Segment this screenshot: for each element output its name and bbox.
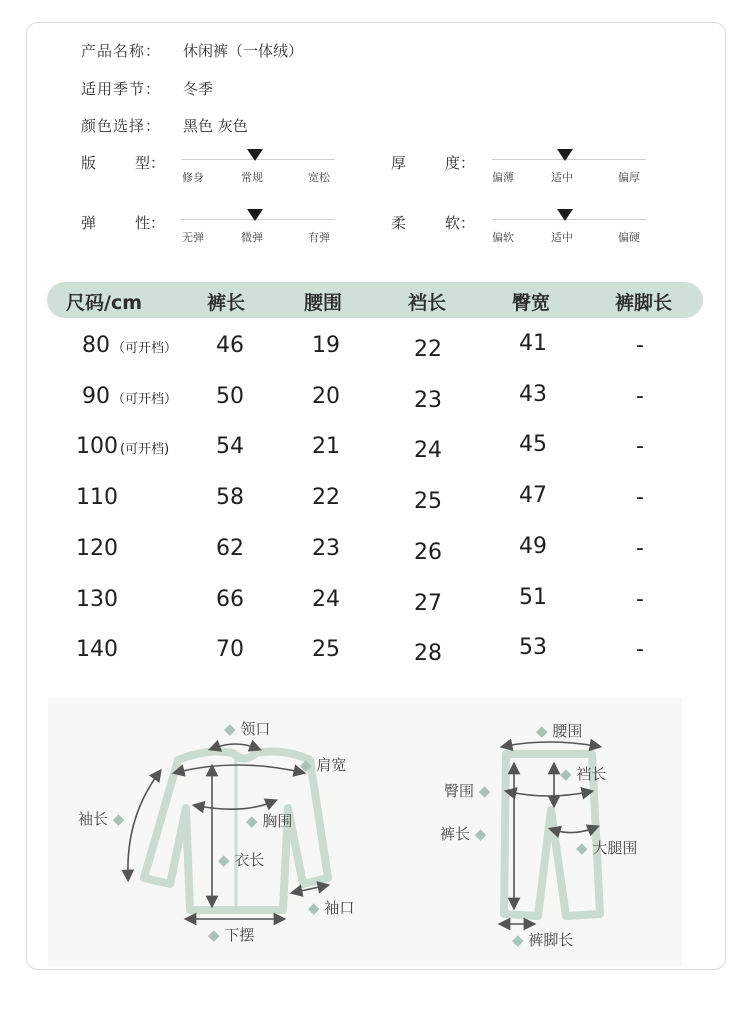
diamond-icon: ◆	[112, 810, 125, 828]
measurement-diagram	[48, 698, 682, 966]
table-cell: 43	[519, 382, 547, 407]
header-crotch: 裆长	[408, 292, 447, 314]
color-label: 颜色选择：	[81, 117, 162, 135]
table-cell: 58	[216, 485, 244, 510]
header-pants-length: 裤长	[207, 292, 246, 314]
thickness-option-2: 适中	[551, 171, 573, 184]
diamond-icon: ◆	[208, 926, 220, 944]
season-row	[81, 78, 213, 99]
product-name-label: 产品名称：	[81, 42, 162, 60]
garment-illustration	[48, 698, 682, 966]
softness-option-2: 适中	[551, 231, 573, 244]
elasticity-selected-marker	[247, 209, 263, 221]
label-length: ◆ 衣长	[218, 851, 265, 869]
thickness-option-3: 偏厚	[618, 171, 640, 184]
table-cell: 21	[312, 434, 340, 459]
table-cell: -	[636, 485, 644, 510]
label-hip: 臀围 ◆	[444, 782, 491, 800]
softness-label-a: 柔	[391, 214, 407, 232]
table-cell: 20	[312, 384, 340, 409]
season-label: 适用季节：	[81, 80, 162, 98]
table-cell: 28	[414, 641, 442, 666]
table-cell: 25	[312, 637, 340, 662]
table-cell: 51	[519, 585, 547, 610]
product-name-row	[81, 40, 303, 61]
thickness-label-a: 厚	[391, 154, 407, 172]
elasticity-option-2: 微弹	[241, 231, 263, 244]
label-chest: ◆ 胸围	[246, 812, 293, 830]
table-cell: 19	[312, 333, 340, 358]
table-cell: 47	[519, 483, 547, 508]
header-leg-opening: 裤脚长	[615, 292, 673, 314]
fit-option-2: 常规	[241, 171, 263, 184]
fit-selected-marker	[247, 149, 263, 161]
diamond-icon: ◆	[478, 782, 491, 800]
label-thigh: ◆ 大腿围	[576, 839, 638, 857]
fit-option-3: 宽松	[308, 171, 330, 184]
diamond-icon: ◆	[300, 756, 312, 774]
size-cell: 90 （可开档）	[82, 384, 178, 409]
table-cell: 62	[216, 536, 244, 561]
label-shoulder: ◆ 肩宽	[300, 756, 347, 774]
label-cuff: ◆ 袖口	[308, 899, 355, 917]
size-cell: 130	[76, 587, 118, 612]
size-note: （可开档）	[112, 341, 178, 356]
softness-option-1: 偏软	[492, 231, 514, 244]
table-cell: 45	[519, 432, 547, 457]
table-cell: 22	[414, 337, 442, 362]
header-hip-width: 臀宽	[512, 292, 551, 314]
size-note: (可开档)	[120, 442, 170, 457]
table-cell: 54	[216, 434, 244, 459]
color-row	[81, 115, 248, 136]
table-cell: 53	[519, 635, 547, 660]
elasticity-option-1: 无弹	[182, 231, 204, 244]
table-cell: 23	[312, 536, 340, 561]
table-cell: 26	[414, 540, 442, 565]
label-crotch: ◆ 裆长	[560, 765, 607, 783]
softness-label-b: 软：	[445, 214, 476, 232]
thickness-selected-marker	[557, 149, 573, 161]
label-collar: ◆ 领口	[224, 720, 271, 738]
table-cell: 22	[312, 485, 340, 510]
table-cell: -	[636, 536, 644, 561]
diamond-icon: ◆	[536, 722, 548, 740]
size-note: （可开档）	[112, 392, 178, 407]
size-cell: 140	[76, 637, 118, 662]
fit-label-b: 型：	[135, 154, 166, 172]
table-cell: 25	[414, 489, 442, 514]
elasticity-label-b: 性：	[135, 214, 166, 232]
size-table-header	[47, 282, 703, 318]
thickness-option-1: 偏薄	[492, 171, 514, 184]
table-cell: 23	[414, 388, 442, 413]
diamond-icon: ◆	[308, 899, 320, 917]
thickness-label-b: 度：	[445, 154, 476, 172]
table-cell: 24	[312, 587, 340, 612]
label-hem: ◆ 下摆	[208, 926, 255, 944]
size-cell: 100 (可开档)	[76, 434, 170, 459]
color-value: 黑色 灰色	[183, 117, 248, 135]
label-pants-length: 裤长 ◆	[440, 825, 487, 843]
fit-option-1: 修身	[182, 171, 204, 184]
product-name-value: 休闲裤（一体绒）	[183, 42, 304, 60]
softness-selected-marker	[557, 209, 573, 221]
table-cell: 24	[414, 438, 442, 463]
size-cell: 110	[76, 485, 118, 510]
size-cell: 80 （可开档）	[82, 333, 178, 358]
diamond-icon: ◆	[224, 720, 236, 738]
size-cell: 120	[76, 536, 118, 561]
diamond-icon: ◆	[218, 851, 230, 869]
table-cell: 49	[519, 534, 547, 559]
diamond-icon: ◆	[246, 812, 258, 830]
elasticity-label-a: 弹	[81, 214, 97, 232]
table-cell: -	[636, 434, 644, 459]
table-cell: 66	[216, 587, 244, 612]
table-cell: 46	[216, 333, 244, 358]
table-cell: -	[636, 637, 644, 662]
header-waist: 腰围	[304, 292, 343, 314]
diamond-icon: ◆	[474, 825, 487, 843]
label-sleeve: 袖长 ◆	[78, 810, 125, 828]
label-leg-opening: ◆ 裤脚长	[512, 931, 574, 949]
diamond-icon: ◆	[560, 765, 572, 783]
table-cell: 50	[216, 384, 244, 409]
season-value: 冬季	[183, 80, 214, 98]
table-cell: -	[636, 384, 644, 409]
table-cell: -	[636, 587, 644, 612]
table-cell: 70	[216, 637, 244, 662]
label-waist: ◆ 腰围	[536, 722, 583, 740]
elasticity-option-3: 有弹	[308, 231, 330, 244]
softness-option-3: 偏硬	[618, 231, 640, 244]
diamond-icon: ◆	[512, 931, 524, 949]
diamond-icon: ◆	[576, 839, 588, 857]
fit-label-a: 版	[81, 154, 97, 172]
table-cell: 41	[519, 331, 547, 356]
header-size: 尺码/cm	[66, 292, 143, 314]
table-cell: -	[636, 333, 644, 358]
table-cell: 27	[414, 591, 442, 616]
